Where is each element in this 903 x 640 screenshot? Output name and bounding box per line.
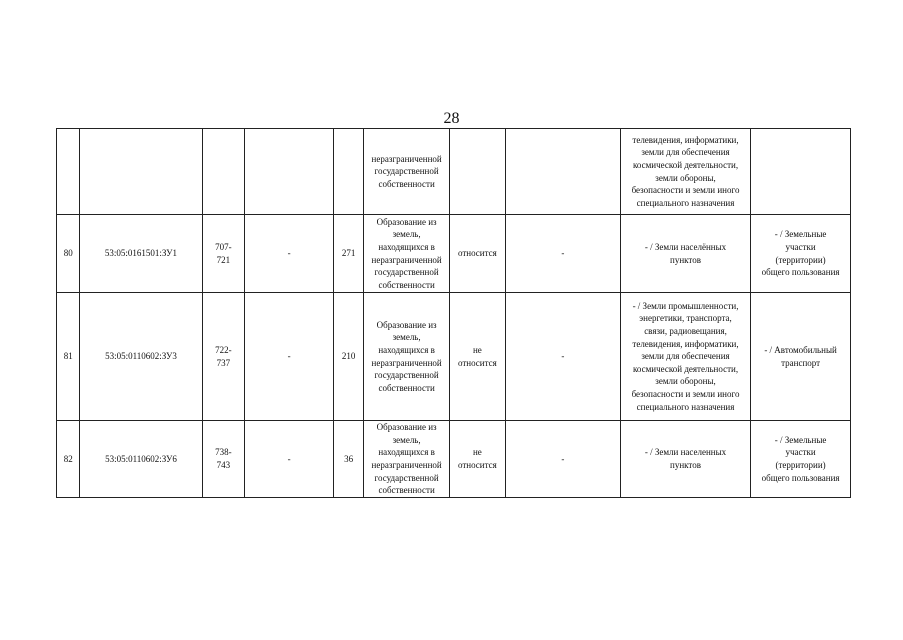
cell-cadastral: 53:05:0110602:ЗУ3 <box>80 293 202 421</box>
cell-cadastral <box>80 129 202 215</box>
cell-points: 722- 737 <box>202 293 245 421</box>
table-row <box>57 215 851 293</box>
cell-use: - / Земельные участки (территории) общего пользования <box>751 215 851 293</box>
cell-area: 36 <box>333 421 364 498</box>
cell-relation <box>449 129 505 215</box>
cell-relation: относится <box>449 215 505 293</box>
cell-category: - / Земли населенных пунктов <box>620 421 750 498</box>
cell-points: 738- 743 <box>202 421 245 498</box>
cell-points <box>202 129 245 215</box>
cell-basis: неразграниченной государственной собственности <box>364 129 450 215</box>
cell-use: - / Автомобильный транспорт <box>751 293 851 421</box>
cell-col8: - <box>505 215 620 293</box>
page-number: 28 <box>443 110 460 127</box>
cell-category: телевидения, информатики, земли для обеспечения космической деятельности, земли обороны, безопасности и земли иного специального назначения <box>620 129 750 215</box>
cell-category: - / Земли промышленности, энергетики, транспорта, связи, радиовещания, телевидения, информатики, земли для обеспечения космической деятельности, земли обороны, безопасности и земли иного специального назначения <box>620 293 750 421</box>
cell-use <box>751 129 851 215</box>
land-plot-registry-table <box>56 128 851 498</box>
cell-basis: Образование из земель, находящихся в неразграниченной государственной собственности <box>364 293 450 421</box>
cell-basis: Образование из земель, находящихся в неразграниченной государственной собственности <box>364 215 450 293</box>
cell-relation: не относится <box>449 421 505 498</box>
table-row <box>57 421 851 498</box>
cell-num <box>57 129 80 215</box>
cell-cadastral: 53:05:0161501:ЗУ1 <box>80 215 202 293</box>
cell-num: 80 <box>57 215 80 293</box>
cell-col4: - <box>245 215 334 293</box>
cell-col8: - <box>505 293 620 421</box>
cell-col8: - <box>505 421 620 498</box>
cell-num: 81 <box>57 293 80 421</box>
cell-area <box>333 129 364 215</box>
table-row <box>57 293 851 421</box>
cell-area: 271 <box>333 215 364 293</box>
cell-col4 <box>245 129 334 215</box>
cell-col8 <box>505 129 620 215</box>
table-row-continuation <box>57 129 851 215</box>
cell-col4: - <box>245 421 334 498</box>
cell-relation: не относится <box>449 293 505 421</box>
cell-col4: - <box>245 293 334 421</box>
cell-basis: Образование из земель, находящихся в неразграниченной государственной собственности <box>364 421 450 498</box>
cell-cadastral: 53:05:0110602:ЗУ6 <box>80 421 202 498</box>
cell-category: - / Земли населённых пунктов <box>620 215 750 293</box>
cell-num: 82 <box>57 421 80 498</box>
cell-use: - / Земельные участки (территории) общего пользования <box>751 421 851 498</box>
cell-points: 707- 721 <box>202 215 245 293</box>
cell-area: 210 <box>333 293 364 421</box>
